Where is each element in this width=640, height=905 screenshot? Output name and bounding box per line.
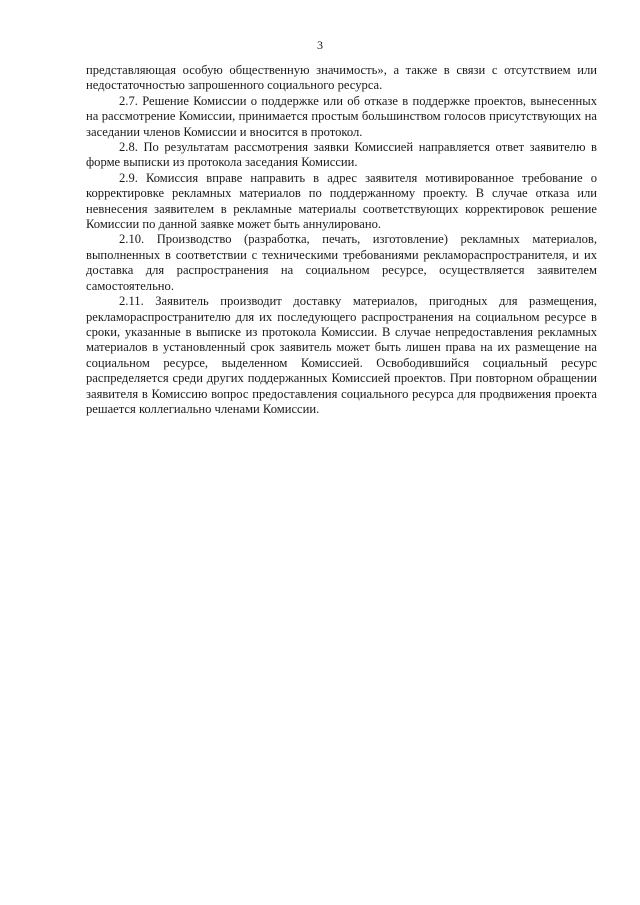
paragraph-continuation: представляющая особую общественную значимость», а также в связи с отсутствием или недостаточностью запрошенного социального ресурса. bbox=[86, 63, 597, 93]
paragraph-2-9: 2.9. Комиссия вправе направить в адрес заявителя мотивированное требование о корректировке рекламных материалов по поддержанному проекту. В случае отказа или невнесения заявителем в рекламные материалы соответствующих корректировок решение Комиссии по данной заявке может быть аннулировано. bbox=[86, 170, 597, 232]
paragraph-2-11: 2.11. Заявитель производит доставку материалов, пригодных для размещения, рекламораспространителю для их последующего распространения на социальном ресурсе в сроки, указанные в выписке из протокола Комиссии. В случае непредоставления рекламных материалов в установленный срок заявитель может быть лишен права на их размещение на социальном ресурсе, выделенном Комиссией. Освободившийся социальный ресурс распределяется среди других поддержанных Комиссией проектов. При повторном обращении заявителя в Комиссию вопрос предоставления социального ресурса для продвижения проекта решается коллегиально членами Комиссии. bbox=[86, 294, 597, 416]
paragraph-2-7: 2.7. Решение Комиссии о поддержке или об отказе в поддержке проектов, вынесенных на рассмотрение Комиссии, принимается простым большинством голосов присутствующих на заседании членов Комиссии и вносится в протокол. bbox=[86, 93, 597, 139]
paragraph-2-8: 2.8. По результатам рассмотрения заявки Комиссией направляется ответ заявителю в форме выписки из протокола заседания Комиссии. bbox=[86, 140, 597, 170]
page-number: 3 bbox=[317, 38, 323, 52]
paragraph-2-10: 2.10. Производство (разработка, печать, изготовление) рекламных материалов, выполненных в соответствии с техническими требованиями рекламораспространителя, и их доставка для распространения на социальном ресурсе, осуществляется заявителем самостоятельно. bbox=[86, 232, 597, 293]
document-body bbox=[86, 63, 597, 417]
